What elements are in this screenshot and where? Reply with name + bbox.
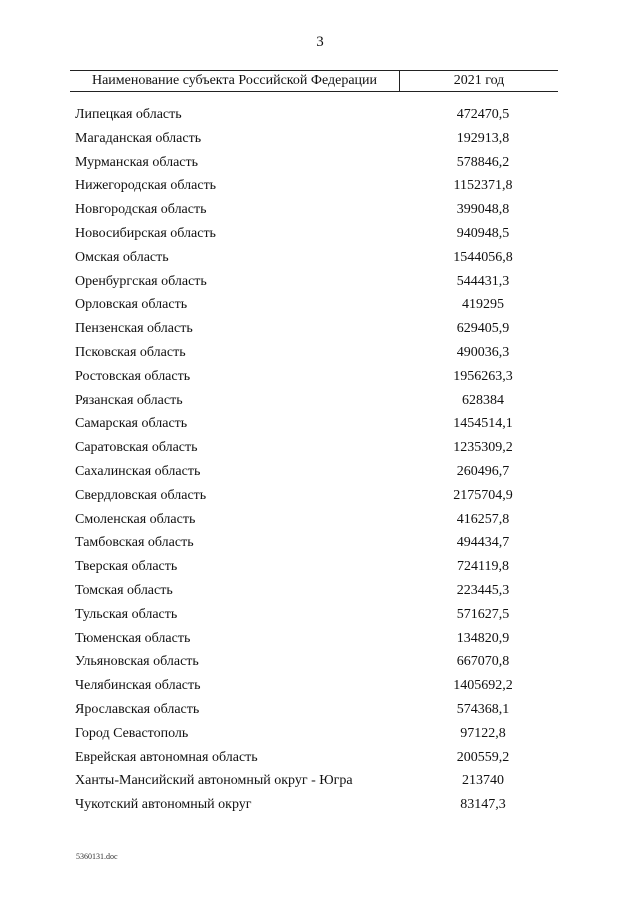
region-value: 200559,2 [456,749,510,765]
region-name: Новосибирская область [75,225,216,241]
region-value: 223445,3 [456,582,510,598]
region-value: 571627,5 [456,606,510,622]
table-row [0,226,640,250]
region-name: Ханты-Мансийский автономный округ - Югра [75,773,353,789]
table-row [0,488,640,512]
region-value: 192913,8 [456,130,510,146]
table-row [0,155,640,179]
table-row [0,678,640,702]
region-name: Еврейская автономная область [75,749,258,765]
table-row [0,559,640,583]
region-name: Свердловская область [75,487,207,503]
table-row [0,702,640,726]
table-row [0,274,640,298]
region-name: Нижегородская область [75,178,217,194]
region-value: 1956263,3 [453,368,513,384]
table-row [0,535,640,559]
table-row [0,750,640,774]
region-name: Тамбовская область [75,535,194,551]
region-name: Липецкая область [75,107,182,122]
region-name: Сахалинская область [75,463,201,479]
region-name: Томская область [75,582,173,598]
table-body [0,107,640,821]
region-name: Саратовская область [75,440,198,456]
table-row [0,654,640,678]
column-header-year: 2021 год [453,73,505,88]
region-value: 399048,8 [456,202,510,218]
table-row [0,512,640,536]
column-header-subject: Наименование субъекта Российской Федерации [91,73,378,88]
region-value: 578846,2 [456,154,510,170]
region-value: 416257,8 [456,511,510,527]
table-row [0,202,640,226]
region-name: Орловская область [75,297,188,313]
region-value: 628384 [462,392,504,408]
region-name: Смоленская область [75,511,196,527]
table-row [0,131,640,155]
region-name: Тульская область [75,606,178,622]
region-value: 2175704,9 [453,487,513,503]
header-rule-bottom [70,91,558,92]
region-name: Пензенская область [75,321,193,337]
region-name: Ульяновская область [75,654,199,670]
region-name: Новгородская область [75,202,207,218]
region-value: 472470,5 [456,107,510,122]
table-row [0,726,640,750]
table-row [0,369,640,393]
region-value: 724119,8 [457,559,509,575]
footer-filename: 5360131.doc [76,852,118,861]
table-row [0,416,640,440]
region-name: Город Севастополь [75,725,189,741]
table-row [0,440,640,464]
table-row [0,797,640,821]
region-name: Тверская область [75,559,178,575]
region-name: Ярославская область [75,701,200,717]
table-row [0,464,640,488]
region-value: 544431,3 [456,273,510,289]
region-name: Псковская область [75,344,186,360]
table-row [0,773,640,797]
region-value: 940948,5 [456,225,510,241]
region-name: Ростовская область [75,368,191,384]
region-value: 629405,9 [456,321,510,337]
region-value: 97122,8 [460,725,506,741]
region-name: Тюменская область [75,630,191,646]
region-name: Челябинская область [75,678,201,694]
table-row [0,631,640,655]
region-value: 419295 [462,297,504,313]
table-row [0,393,640,417]
table-row [0,321,640,345]
region-value: 134820,9 [456,630,510,646]
region-name: Рязанская область [75,392,183,408]
region-value: 1454514,1 [453,416,513,432]
table-row [0,297,640,321]
region-value: 490036,3 [456,344,510,360]
region-value: 260496,7 [456,463,510,479]
region-name: Омская область [75,249,169,265]
region-value: 494434,7 [456,535,510,551]
region-name: Мурманская область [75,154,199,170]
region-value: 574368,1 [456,701,510,717]
table-row [0,607,640,631]
table-row [0,107,640,131]
region-value: 1544056,8 [453,249,513,265]
region-value: 667070,8 [456,654,510,670]
table-row [0,345,640,369]
region-name: Чукотский автономный округ [75,797,252,813]
region-value: 1152371,8 [453,178,513,194]
region-value: 1405692,2 [453,678,513,694]
region-name: Самарская область [75,416,188,432]
region-value: 83147,3 [460,797,506,813]
region-value: 213740 [462,773,504,789]
region-value: 1235309,2 [453,440,513,456]
table-row [0,250,640,274]
page-number: 3 [316,34,324,50]
region-name: Магаданская область [75,130,202,146]
table-row [0,583,640,607]
region-name: Оренбургская область [75,273,207,289]
table-row [0,178,640,202]
header-rule-top [70,70,558,71]
